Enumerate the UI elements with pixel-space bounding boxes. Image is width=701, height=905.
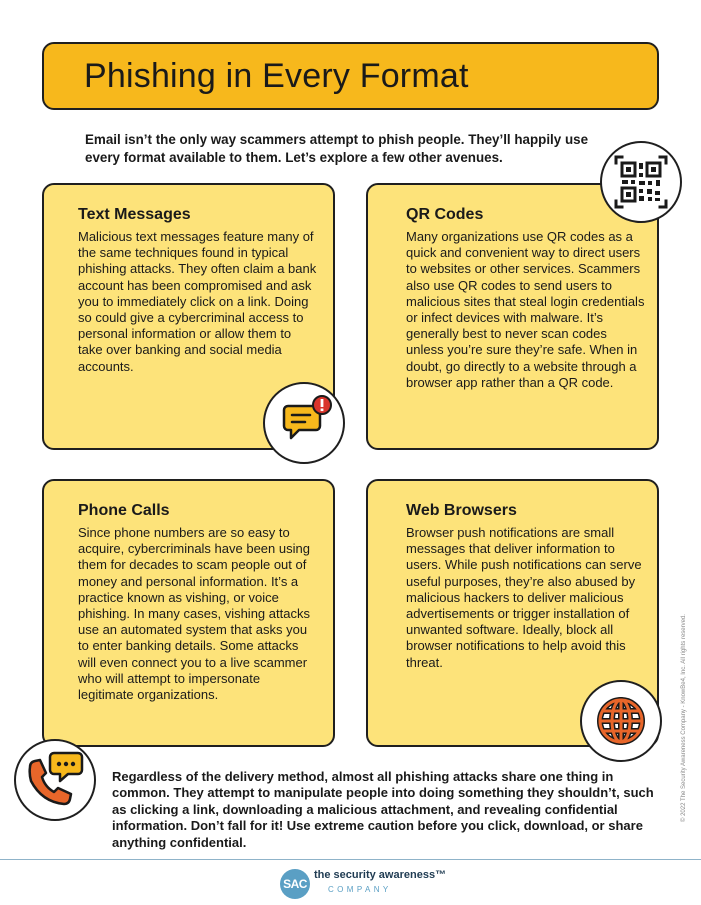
sac-logo-icon: SAC [280, 869, 310, 899]
intro-text: Email isn’t the only way scammers attempt to phish people. They’ll happily use every format available to them. Let’s explore a few other avenues. [85, 132, 589, 165]
company-subtitle: COMPANY [328, 885, 392, 894]
card-heading: Web Browsers [406, 502, 517, 519]
card-heading: Text Messages [78, 206, 191, 223]
phone-icon [14, 739, 96, 821]
card-body: Browser push notifications are small messages that deliver information to users. While push notifications can serve useful purposes, they’re also abused by malicious hackers to deliver malicious advertisements or trigger installation of unwanted software. Ideally, block all browser notifications to help avoid this threat. [406, 525, 642, 670]
footer-divider [0, 859, 701, 860]
card-heading: Phone Calls [78, 502, 170, 519]
card-qr-codes [366, 183, 659, 450]
copyright-notice: © 2022 The Security Awareness Company - KnowBe4, Inc. All rights reserved. [681, 614, 687, 822]
page-title: Phishing in Every Format [84, 57, 469, 95]
title-banner [42, 42, 659, 110]
card-body: Since phone numbers are so easy to acquire, cybercriminals have been using them for decades to scam people out of money and personal information. It’s a practice known as vishing, or voice phishing. In many cases, vishing attacks use an automated system that asks you to enter banking details. Some attacks will even connect you to a live scammer who will attempt to impersonate legitimate organizations. [78, 525, 310, 703]
card-phone-calls [42, 479, 335, 747]
card-heading: QR Codes [406, 206, 484, 223]
company-name: the security awareness™ [314, 869, 447, 881]
card-body: Many organizations use QR codes as a quick and convenient way to direct users to websites or other services. Scammers also use QR codes to send users to malicious sites that steal login credentials or infect devices with malware. It’s generally best to never scan codes unless you’re sure they’re safe. When in doubt, go directly to a website through a browser app rather than a QR code. [406, 229, 645, 390]
qr-code-icon [600, 141, 682, 223]
closing-text: Regardless of the delivery method, almost all phishing attacks share one thing in common. They attempt to manipulate people into doing something they shouldn’t, such as clicking a link, downloading a malicious attachment, and revealing confidential information. Don’t fall for it! Use extreme caution before you click, download, or share anything confidential. [112, 769, 654, 850]
card-body: Malicious text messages feature many of the same techniques found in typical phishing attacks. They often claim a bank account has been compromised and ask you to immediately click on a link. Doing so could give a cybercriminal access to personal information or allow them to take over banking and social media accounts. [78, 229, 317, 374]
chat-alert-icon [263, 382, 345, 464]
globe-icon [580, 680, 662, 762]
